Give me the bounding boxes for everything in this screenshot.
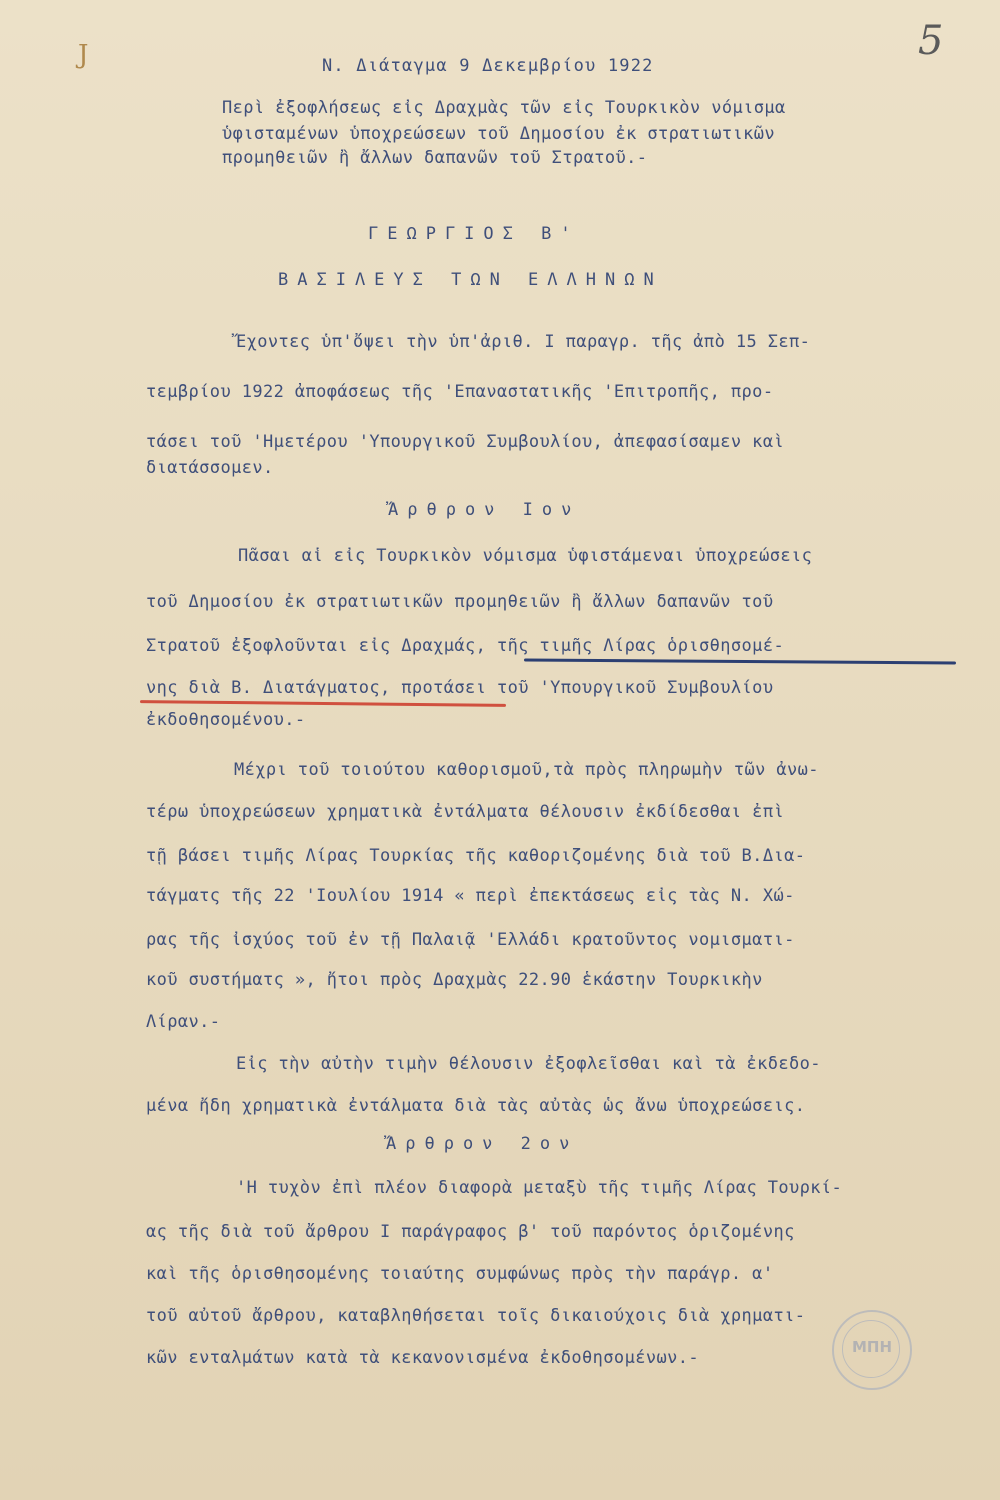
art1-p2-line-7: Λίραν.-: [146, 1012, 221, 1032]
art1-p1-line-4: νης διὰ Β. Διατάγματος, προτάσει τοῦ 'Υπουργικοῦ Συμβουλίου: [146, 678, 774, 698]
art1-p3-line-1: Εἰς τὴν αὐτὴν τιμὴν θέλουσιν ἐξοφλεῖσθαι καὶ τὰ ἐκδεδο-: [236, 1054, 821, 1074]
art2-p1-line-5: κῶν ενταλμάτων κατὰ τὰ κεκανονισμένα ἐκδοθησομένων.-: [146, 1348, 700, 1368]
art1-p3-line-2: μένα ἤδη χρηματικὰ ἐντάλματα διὰ τὰς αὐτὰς ὡς ἄνω ὑποχρεώσεις.: [146, 1096, 806, 1116]
archive-stamp: [832, 1310, 912, 1390]
king-name: ΓΕΩΡΓΙΟΣ Β': [368, 224, 580, 244]
margin-mark: J: [78, 40, 89, 70]
art1-p2-line-6: κοῦ συστήματς », ἤτοι πρὸς Δραχμὰς 22.90 ἑκάστην Τουρκικὴν: [146, 970, 763, 990]
preamble-line-3: τάσει τοῦ 'Ημετέρου 'Υπουργικοῦ Συμβουλίου, ἀπεφασίσαμεν καὶ: [146, 432, 785, 452]
preamble-line-2: τεμβρίου 1922 ἀποφάσεως τῆς 'Επαναστατικῆς 'Επιτροπῆς, προ-: [146, 382, 774, 402]
decree-title: Ν. Διάταγμα 9 Δεκεμβρίου 1922: [322, 56, 654, 76]
preamble-line-4: διατάσσομεν.: [146, 458, 274, 478]
art1-p2-line-1: Μέχρι τοῦ τοιούτου καθορισμοῦ,τὰ πρὸς πληρωμὴν τῶν ἀνω-: [234, 760, 819, 780]
art1-p1-line-5: ἐκδοθησομένου.-: [146, 710, 306, 730]
page-number: 5: [918, 18, 944, 64]
subject-line-2: ὑφισταμένων ὑποχρεώσεων τοῦ Δημοσίου ἐκ στρατιωτικῶν: [222, 124, 776, 144]
blue-pencil-underline: [524, 658, 956, 664]
art2-p1-line-2: ας τῆς διὰ τοῦ ἄρθρου Ι παράγραφος β' τοῦ παρόντος ὁριζομένης: [146, 1222, 795, 1242]
red-pencil-underline: [140, 700, 506, 707]
art1-p1-line-3: Στρατοῦ ἐξοφλοῦνται εἰς Δραχμάς, τῆς τιμῆς Λίρας ὁρισθησομέ-: [146, 636, 785, 656]
art1-p2-line-2: τέρω ὑποχρεώσεων χρηματικὰ ἐντάλματα θέλουσιν ἐκδίδεσθαι ἐπὶ: [146, 802, 785, 822]
art1-p2-line-3: τῇ βάσει τιμῆς Λίρας Τουρκίας τῆς καθοριζομένης διὰ τοῦ Β.Δια-: [146, 846, 806, 866]
article-1-heading: Ἄρθρον Ιον: [388, 500, 581, 520]
article-2-heading: Ἄρθρον 2ον: [386, 1134, 579, 1154]
art1-p1-line-1: Πᾶσαι αἱ εἰς Τουρκικὸν νόμισμα ὑφιστάμεναι ὑποχρεώσεις: [238, 546, 813, 566]
art1-p2-line-4: τάγματς τῆς 22 'Ιουλίου 1914 « περὶ ἐπεκτάσεως εἰς τὰς Ν. Χώ-: [146, 886, 795, 906]
art1-p1-line-2: τοῦ Δημοσίου ἐκ στρατιωτικῶν προμηθειῶν ἢ ἄλλων δαπανῶν τοῦ: [146, 592, 774, 612]
art2-p1-line-3: καὶ τῆς ὁρισθησομένης τοιαύτης συμφώνως πρὸς τὴν παράγρ. α': [146, 1264, 774, 1284]
king-title: ΒΑΣΙΛΕΥΣ ΤΩΝ ΕΛΛΗΝΩΝ: [278, 270, 663, 290]
archive-stamp-text: ΜΠΗ: [851, 1338, 893, 1356]
subject-line-1: Περὶ ἐξοφλήσεως εἰς Δραχμὰς τῶν εἰς Τουρκικὸν νόμισμα: [222, 98, 786, 118]
art1-p2-line-5: ρας τῆς ἰσχύος τοῦ ἐν τῇ Παλαιᾷ 'Ελλάδι κρατοῦντος νομισματι-: [146, 930, 795, 950]
subject-line-3: προμηθειῶν ἢ ἄλλων δαπανῶν τοῦ Στρατοῦ.-: [222, 148, 648, 168]
preamble-line-1: Ἔχοντες ὑπ'ὄψει τὴν ὑπ'ἀριθ. Ι παραγρ. τῆς ἀπὸ 15 Σεπ-: [236, 332, 811, 352]
art2-p1-line-4: τοῦ αὐτοῦ ἄρθρου, καταβληθήσεται τοῖς δικαιούχοις διὰ χρηματι-: [146, 1306, 806, 1326]
art2-p1-line-1: 'Η τυχὸν ἐπὶ πλέον διαφορὰ μεταξὺ τῆς τιμῆς Λίρας Τουρκί-: [236, 1178, 843, 1198]
